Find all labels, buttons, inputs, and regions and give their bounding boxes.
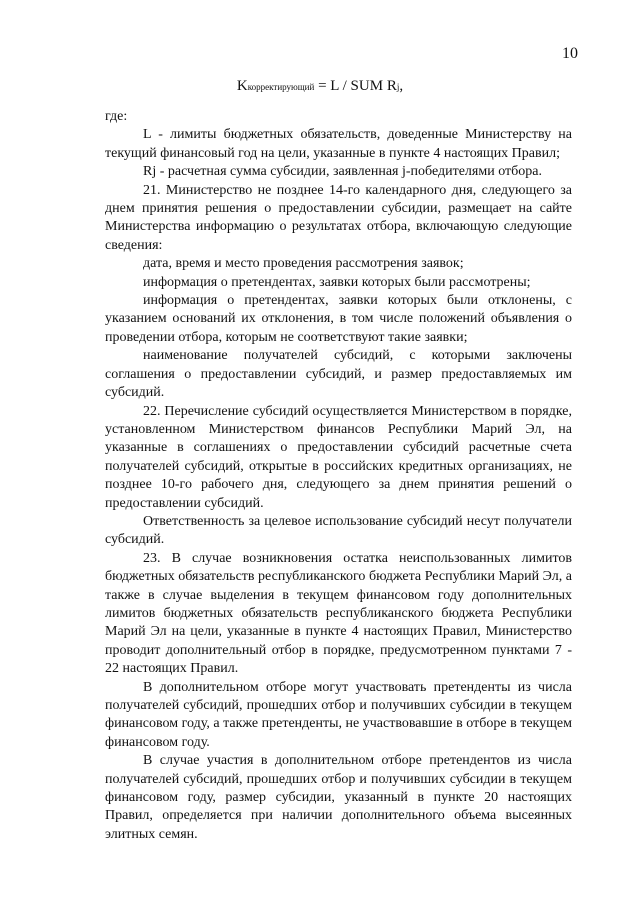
document-body [105,108,572,844]
paragraph-additional-selection: В дополнительном отборе могут участвовать претенденты из числа получателей субсидий, прошедших отбор и получивших субсидии в текущем финансовом году, а также претенденты, не участвовавшие в отборе в текущем финансовом году. [105,679,572,750]
formula-tail: , [399,78,404,94]
paragraph-item-23: 23. В случае возникновения остатка неиспользованных лимитов бюджетных обязательств республиканского бюджета Республики Марий Эл, а также в случае выделения в текущем финансовом году дополнительных лимитов бюджетных обязательств республиканского бюджета Республики Марий Эл на цели, указанные в пункте 4 настоящих Правил, Министерство проводит дополнительный отбор в порядке, предусмотренном пунктами 7 - 22 настоящих Правил. [105,550,572,677]
paragraph-item-21: 21. Министерство не позднее 14-го календарного дня, следующего за днем принятия решения о предоставлении субсидии, размещает на сайте Министерства информацию о результатах отбора, включающую следующие сведения: [105,182,572,253]
paragraph-additional-selection-case: В случае участия в дополнительном отборе претендентов из числа получателей субсидий, прошедших отбор и получивших субсидии в текущем финансовом году, размер субсидии, указанный в пункте 20 настоящих Правил, определяется при наличии дополнительного объема высеянных элитных семян. [105,753,572,842]
formula-k: K [236,78,248,94]
correction-coefficient-formula [0,78,640,95]
formula-k-subscript: корректирующий [247,82,315,92]
formula-rhs: = L / SUM R [314,78,397,94]
paragraph-l-definition: L - лимиты бюджетных обязательств, доведенные Министерству на текущий финансовый год на цели, указанные в пункте 4 настоящих Правил; [105,127,572,161]
paragraph-list-item: информация о претендентах, заявки которых были рассмотрены; [143,274,531,290]
paragraph-list-item: дата, время и место проведения рассмотрения заявок; [143,256,464,272]
where-label: где: [105,109,128,124]
paragraph-list-item: наименование получателей субсидий, с которыми заключены соглашения о предоставлении субсидий, и размер предоставляемых им субсидий. [105,348,572,401]
paragraph-list-item: информация о претендентах, заявки которых были отклонены, с указанием оснований их отклонения, в том числе положений объявления о проведении отбора, которым не соответствуют такие заявки; [105,293,572,345]
formula-rhs-subscript: j [396,82,400,92]
paragraph-rj-definition: Rj - расчетная сумма субсидии, заявленная j-победителями отбора. [143,164,542,180]
paragraph-item-22: 22. Перечисление субсидий осуществляется Министерством в порядке, установленном Министерством финансов Республики Марий Эл, на указанные в соглашениях о предоставлении субсидий расчетные счета получателей субсидий, открытые в российских кредитных организациях, не позднее 10-го рабочего дня, следующего за днем принятия решений о предоставлении субсидий. [105,403,572,511]
paragraph-responsibility: Ответственность за целевое использование субсидий несут получатели субсидий. [105,513,572,548]
page-number: 10 [562,45,578,62]
